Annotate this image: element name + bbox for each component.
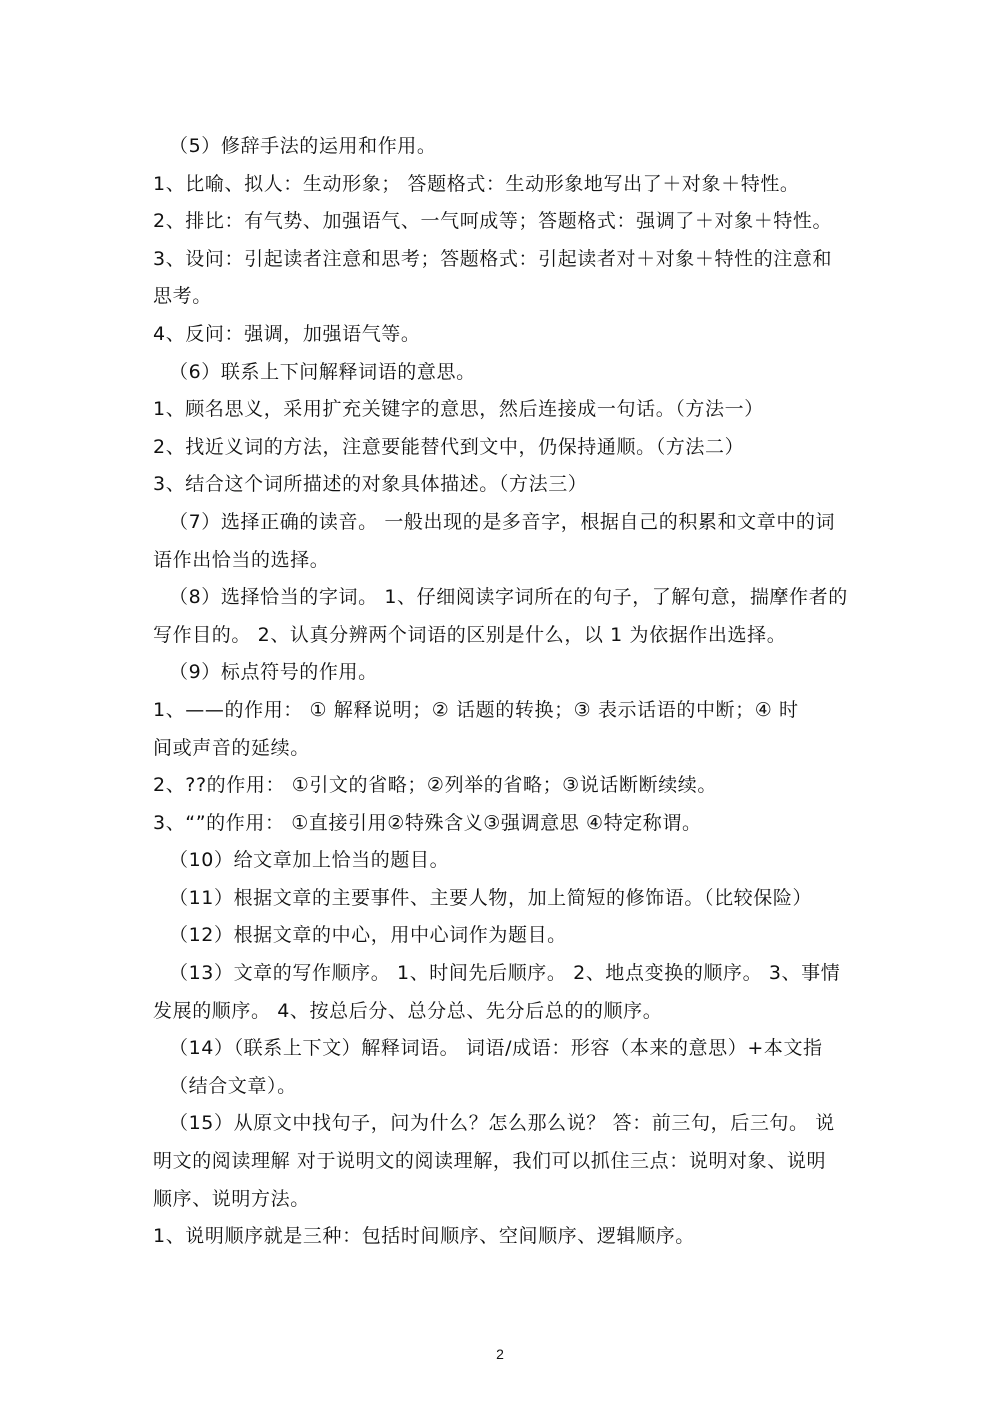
text-line: 写作目的。 2、认真分辨两个词语的区别是什么，以 1 为依据作出选择。 (153, 623, 787, 646)
section-heading-writing-order: （13）文章的写作顺序。 1、时间先后顺序。 2、地点变换的顺序。 3、事情 (169, 962, 841, 985)
text-line: 2、找近义词的方法，注意要能替代到文中，仍保持通顺。（方法二） (153, 435, 745, 458)
text-line: 3、结合这个词所描述的对象具体描述。（方法三） (153, 473, 588, 496)
text-line: 1、——的作用： ① 解释说明；② 话题的转换；③ 表示话语的中断；④ 时 (153, 698, 799, 721)
text-line: 语作出恰当的选择。 (153, 548, 330, 571)
text-line: 1、说明顺序就是三种：包括时间顺序、空间顺序、逻辑顺序。 (153, 1225, 695, 1248)
section-heading-main-events: （11）根据文章的主要事件、主要人物，加上简短的修饰语。（比较保险） (169, 886, 813, 909)
text-line: 间或声音的延续。 (153, 736, 310, 759)
section-heading-find-sentences: （15）从原文中找句子，问为什么？怎么那么说？ 答：前三句，后三句。 说 (169, 1112, 835, 1135)
text-line: 顺序、说明方法。 (153, 1187, 310, 1210)
text-line: 4、反问：强调，加强语气等。 (153, 322, 421, 345)
text-line: 发展的顺序。 4、按总后分、总分总、先分后总的的顺序。 (153, 999, 663, 1022)
text-line: 3、“”的作用： ①直接引用②特殊含义③强调意思 ④特定称谓。 (153, 811, 702, 834)
text-line: 思考。 (153, 285, 212, 308)
text-line: 1、顾名思义，采用扩充关键字的意思，然后连接成一句话。（方法一） (153, 398, 764, 421)
text-line: 2、??的作用： ①引文的省略；②列举的省略；③说话断断续续。 (153, 774, 717, 797)
section-heading-punctuation: （9）标点符号的作用。 (169, 661, 378, 684)
section-heading-word-choice: （8）选择恰当的字词。 1、仔细阅读字词所在的句子，了解句意，揣摩作者的 (169, 586, 848, 609)
text-line: （结合文章）。 (169, 1074, 297, 1097)
section-heading-pronunciation: （7）选择正确的读音。 一般出现的是多音字，根据自己的积累和文章中的词 (169, 510, 836, 533)
section-heading-explain-words: （14）（联系上下文）解释词语。 词语/成语：形容（本来的意思）+本文指 (169, 1037, 823, 1060)
document-body (153, 128, 853, 1256)
text-line: 1、比喻、拟人：生动形象； 答题格式：生动形象地写出了＋对象＋特性。 (153, 172, 800, 195)
section-heading-rhetoric: （5）修辞手法的运用和作用。 (169, 135, 437, 157)
page-number: 2 (496, 1346, 504, 1362)
section-heading-word-meaning: （6）联系上下问解释词语的意思。 (169, 360, 476, 383)
section-heading-center: （12）根据文章的中心，用中心词作为题目。 (169, 924, 567, 947)
section-heading-title: （10）给文章加上恰当的题目。 (169, 849, 450, 872)
text-line: 3、设问：引起读者注意和思考；答题格式：引起读者对＋对象＋特性的注意和 (153, 247, 833, 270)
text-line: 明文的阅读理解 对于说明文的阅读理解，我们可以抓住三点：说明对象、说明 (153, 1150, 827, 1173)
text-line: 2、排比：有气势、加强语气、一气呵成等；答题格式：强调了＋对象＋特性。 (153, 210, 833, 233)
